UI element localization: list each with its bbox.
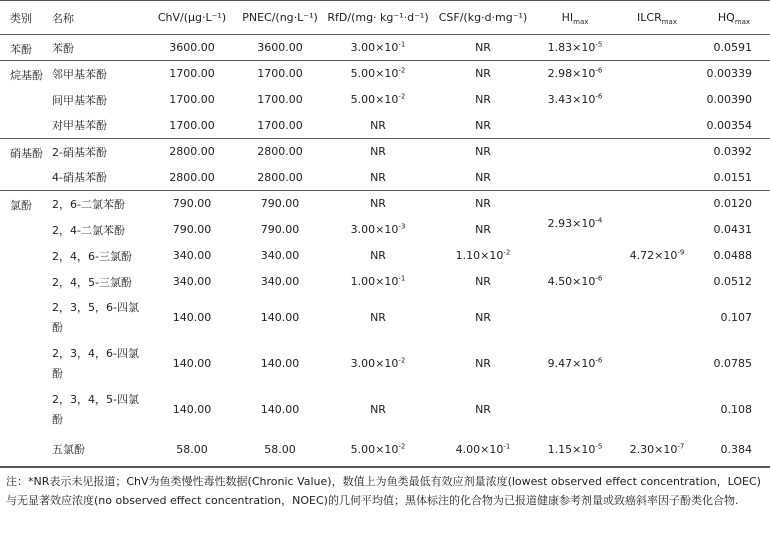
ilcr-cell: [616, 243, 698, 269]
pnec-cell: 340.00: [260, 275, 300, 288]
hi-cell-mantissa: 1.15×10: [547, 442, 596, 456]
table-row: [0, 243, 770, 269]
rfd-cell-exponent: -2: [398, 66, 406, 75]
rfd-cell: [324, 269, 432, 295]
chv-cell: 58.00: [148, 433, 236, 467]
hi-cell-exponent: -6: [595, 356, 603, 365]
ilcr-cell: [616, 295, 698, 341]
ilcr-cell: [616, 61, 698, 87]
hi-cell-mantissa: 2.93×10: [547, 216, 596, 230]
rfd-cell: [324, 139, 432, 165]
compound-name-cell: 2，3，5，6-四氯酚: [52, 300, 139, 334]
category-cell: 硝基酚: [0, 139, 48, 191]
hi-cell: [534, 269, 616, 295]
csf-cell-mantissa: NR: [475, 145, 491, 159]
hq-cell: 0.0591: [698, 35, 770, 61]
hq-cell: 0.00354: [698, 113, 770, 139]
hi-cell: [534, 87, 616, 113]
header-ilcr: [616, 1, 698, 35]
pnec-cell: 340.00: [260, 249, 300, 262]
hq-cell: 0.00390: [706, 93, 752, 106]
csf-cell: [432, 295, 534, 341]
hi-cell: [534, 433, 616, 467]
ilcr-cell: [616, 387, 698, 433]
ilcr-cell: [616, 139, 698, 165]
header-pnec: PNEC/(ng·L⁻¹): [236, 1, 324, 35]
csf-cell-mantissa: NR: [475, 223, 491, 236]
header-hq-sub: max: [734, 18, 751, 27]
hi-cell-exponent: -5: [595, 40, 603, 49]
hi-cell: [534, 113, 616, 139]
pnec-cell: 140.00: [260, 403, 300, 416]
rfd-cell: [324, 387, 432, 433]
csf-cell: [432, 433, 534, 467]
hi-cell-mantissa: 2.98×10: [547, 67, 596, 81]
table-row: [0, 61, 770, 87]
rfd-cell-mantissa: NR: [370, 170, 386, 184]
rfd-cell-exponent: -2: [398, 442, 406, 451]
header-rfd: RfD/(mg· kg⁻¹·d⁻¹): [324, 1, 432, 35]
ilcr-cell: [616, 165, 698, 191]
header-row: [0, 1, 770, 35]
csf-cell: [432, 341, 534, 387]
csf-cell-mantissa: NR: [475, 93, 491, 106]
hq-cell: 0.00339: [706, 67, 752, 81]
hi-cell: [534, 243, 616, 269]
hi-cell-exponent: -6: [595, 92, 603, 101]
csf-cell-mantissa: NR: [475, 311, 491, 324]
header-hq: [698, 1, 770, 35]
hq-cell: 0.0431: [713, 223, 752, 236]
rfd-cell-mantissa: NR: [370, 118, 386, 132]
rfd-cell: [324, 295, 432, 341]
chv-cell: 3600.00: [148, 35, 236, 61]
table-row: [0, 433, 770, 467]
csf-cell: [432, 217, 534, 243]
chv-cell: 140.00: [172, 311, 212, 324]
rfd-cell: [324, 35, 432, 61]
table-row: [0, 113, 770, 139]
header-ilcr-base: ILCR: [637, 11, 662, 24]
csf-cell: [432, 35, 534, 61]
rfd-cell: [324, 217, 432, 243]
pnec-cell: 1700.00: [257, 93, 303, 106]
csf-cell-mantissa: NR: [475, 403, 491, 416]
rfd-cell-mantissa: NR: [370, 197, 386, 211]
hq-cell: 0.0120: [713, 197, 752, 211]
pnec-cell: 2800.00: [236, 165, 324, 191]
hi-cell: [534, 61, 616, 87]
header-hi: [534, 1, 616, 35]
csf-cell: [432, 243, 534, 269]
hi-cell: [534, 295, 616, 341]
csf-cell-mantissa: NR: [475, 357, 491, 370]
rfd-cell-exponent: -3: [398, 222, 406, 231]
rfd-cell: [324, 243, 432, 269]
chv-cell: 790.00: [172, 223, 212, 236]
hi-cell-exponent: -6: [595, 274, 603, 283]
ilcr-cell-mantissa: 4.72×10: [629, 249, 678, 262]
ilcr-cell-mantissa: 2.30×10: [629, 442, 678, 456]
ilcr-cell: [616, 433, 698, 467]
pnec-cell: 790.00: [260, 197, 300, 211]
table-row: [0, 191, 770, 217]
csf-cell: [432, 387, 534, 433]
ilcr-cell: [616, 191, 698, 217]
hi-cell: [534, 139, 616, 165]
ilcr-cell-exponent: -7: [677, 442, 685, 451]
hq-cell: 0.0785: [713, 357, 752, 370]
compound-name-cell: 2，3，4，6-四氯酚: [52, 346, 139, 380]
hq-cell: 0.384: [698, 433, 770, 467]
csf-cell-mantissa: NR: [475, 118, 491, 132]
csf-cell-mantissa: NR: [475, 275, 491, 288]
compound-name-cell: 2，6-二氯苯酚: [52, 197, 125, 211]
rfd-cell-mantissa: 5.00×10: [350, 442, 399, 456]
rfd-cell-mantissa: 1.00×10: [350, 275, 399, 288]
rfd-cell-exponent: -1: [398, 40, 406, 49]
table-row: [0, 341, 770, 387]
table-row: [0, 87, 770, 113]
rfd-cell-mantissa: NR: [370, 311, 386, 324]
pnec-cell: 58.00: [236, 433, 324, 467]
pnec-cell: 3600.00: [236, 35, 324, 61]
ilcr-cell: [616, 87, 698, 113]
header-category: 类别: [0, 1, 48, 35]
pnec-cell: 140.00: [260, 357, 300, 370]
csf-cell: [432, 61, 534, 87]
rfd-cell: [324, 87, 432, 113]
chv-cell: 2800.00: [169, 145, 215, 159]
pnec-cell: 790.00: [260, 223, 300, 236]
rfd-cell-mantissa: 3.00×10: [350, 223, 399, 236]
rfd-cell-mantissa: NR: [370, 249, 386, 262]
rfd-cell-mantissa: NR: [370, 145, 386, 159]
csf-cell-mantissa: NR: [475, 67, 491, 81]
category-cell: 烷基酚: [0, 61, 48, 139]
chv-cell: 1700.00: [169, 67, 215, 81]
csf-cell-mantissa: NR: [475, 41, 491, 54]
compound-name-cell: 五氯酚: [48, 433, 148, 467]
table-row: [0, 295, 770, 341]
hq-cell: 0.0151: [698, 165, 770, 191]
hi-cell: [534, 341, 616, 387]
chv-cell: 340.00: [172, 249, 212, 262]
compound-name-cell: 4-硝基苯酚: [48, 165, 148, 191]
ilcr-cell-exponent: -9: [677, 248, 685, 257]
hi-cell: [534, 217, 616, 243]
hq-cell: 0.0392: [713, 145, 752, 159]
rfd-cell-exponent: -2: [398, 356, 406, 365]
csf-cell-mantissa: NR: [475, 170, 491, 184]
header-hq-base: HQ: [717, 11, 735, 24]
table-row: [0, 269, 770, 295]
hi-cell-mantissa: 3.43×10: [547, 93, 596, 106]
table-row: [0, 139, 770, 165]
csf-cell: [432, 269, 534, 295]
chv-cell: 790.00: [172, 197, 212, 211]
header-name: 名称: [48, 1, 148, 35]
table-row: [0, 217, 770, 243]
pnec-cell: 140.00: [260, 311, 300, 324]
compound-name-cell: 2，3，4，5-四氯酚: [52, 392, 139, 426]
hq-cell: 0.108: [720, 403, 752, 416]
header-hi-sub: max: [573, 18, 589, 27]
hi-cell: [534, 35, 616, 61]
compound-name-cell: 苯酚: [48, 35, 148, 61]
hi-cell-mantissa: 1.83×10: [547, 41, 596, 54]
rfd-cell-exponent: -2: [398, 92, 406, 101]
chv-cell: 140.00: [172, 403, 212, 416]
rfd-cell-mantissa: 3.00×10: [350, 41, 399, 54]
rfd-cell: [324, 113, 432, 139]
compound-name-cell: 2，4，5-三氯酚: [52, 275, 132, 289]
compound-name-cell: 对甲基苯酚: [48, 113, 148, 139]
rfd-cell: [324, 341, 432, 387]
note-divider: [0, 467, 770, 468]
csf-cell: [432, 139, 534, 165]
hq-cell: 0.0512: [713, 275, 752, 288]
csf-cell: [432, 113, 534, 139]
hi-cell-exponent: -4: [595, 215, 603, 224]
rfd-cell-mantissa: 5.00×10: [350, 93, 399, 106]
compound-name-cell: 邻甲基苯酚: [52, 67, 107, 81]
csf-cell: [432, 87, 534, 113]
compound-name-cell: 2，4-二氯苯酚: [52, 223, 125, 237]
hi-cell: [534, 165, 616, 191]
rfd-cell: [324, 191, 432, 217]
ilcr-cell: [616, 35, 698, 61]
pnec-cell: 1700.00: [236, 113, 324, 139]
hi-cell-mantissa: 9.47×10: [547, 357, 596, 370]
hq-cell: 0.0488: [713, 249, 752, 262]
table-row: [0, 35, 770, 61]
pnec-cell: 1700.00: [257, 67, 303, 81]
csf-cell: [432, 165, 534, 191]
hq-cell: 0.107: [720, 311, 752, 324]
table-note: 注：*NR表示未见报道；ChV为鱼类慢性毒性数据(Chronic Value)，数值上为鱼类最低有效应剂量浓度(lowest observed effect concentration，LOEC)与无显著效应浓度(no observed effect concentration，NOEC)的几何平均值；黑体标注的化合物为已报道健康参考剂量或致癌斜率因子酚类化合物.: [6, 475, 761, 507]
hi-cell: [534, 191, 616, 217]
pnec-cell: 2800.00: [257, 145, 303, 159]
ilcr-cell: [616, 217, 698, 243]
chv-cell: 140.00: [172, 357, 212, 370]
header-ilcr-sub: max: [661, 18, 677, 27]
header-chv: ChV/(μg·L⁻¹): [148, 1, 236, 35]
rfd-cell-mantissa: 3.00×10: [350, 357, 399, 370]
csf-cell-exponent: -2: [503, 248, 511, 257]
csf-cell-mantissa: 1.10×10: [455, 249, 504, 262]
compound-name-cell: 2-硝基苯酚: [52, 145, 107, 159]
csf-cell: [432, 191, 534, 217]
hi-cell-mantissa: 4.50×10: [547, 275, 596, 288]
category-cell: 氯酚: [0, 191, 48, 467]
hi-cell-exponent: -5: [595, 442, 603, 451]
chv-cell: 340.00: [172, 275, 212, 288]
ilcr-cell: [616, 341, 698, 387]
header-csf: CSF/(kg·d·mg⁻¹): [432, 1, 534, 35]
chv-cell: 1700.00: [169, 93, 215, 106]
csf-cell-exponent: -1: [503, 442, 511, 451]
hi-cell-exponent: -6: [595, 66, 603, 75]
rfd-cell: [324, 433, 432, 467]
chv-cell: 1700.00: [148, 113, 236, 139]
rfd-cell: [324, 165, 432, 191]
rfd-cell-exponent: -1: [398, 274, 406, 283]
chv-cell: 2800.00: [148, 165, 236, 191]
ilcr-cell: [616, 269, 698, 295]
csf-cell-mantissa: NR: [475, 197, 491, 211]
rfd-cell-mantissa: 5.00×10: [350, 67, 399, 81]
compound-name-cell: 2，4，6-三氯酚: [52, 249, 132, 263]
header-hi-base: HI: [561, 11, 574, 24]
ilcr-cell: [616, 113, 698, 139]
rfd-cell: [324, 61, 432, 87]
table-row: [0, 165, 770, 191]
hi-cell: [534, 387, 616, 433]
table-row: [0, 387, 770, 433]
rfd-cell-mantissa: NR: [370, 403, 386, 416]
csf-cell-mantissa: 4.00×10: [455, 442, 504, 456]
category-cell: 苯酚: [0, 35, 48, 61]
compound-name-cell: 间甲基苯酚: [52, 93, 107, 107]
